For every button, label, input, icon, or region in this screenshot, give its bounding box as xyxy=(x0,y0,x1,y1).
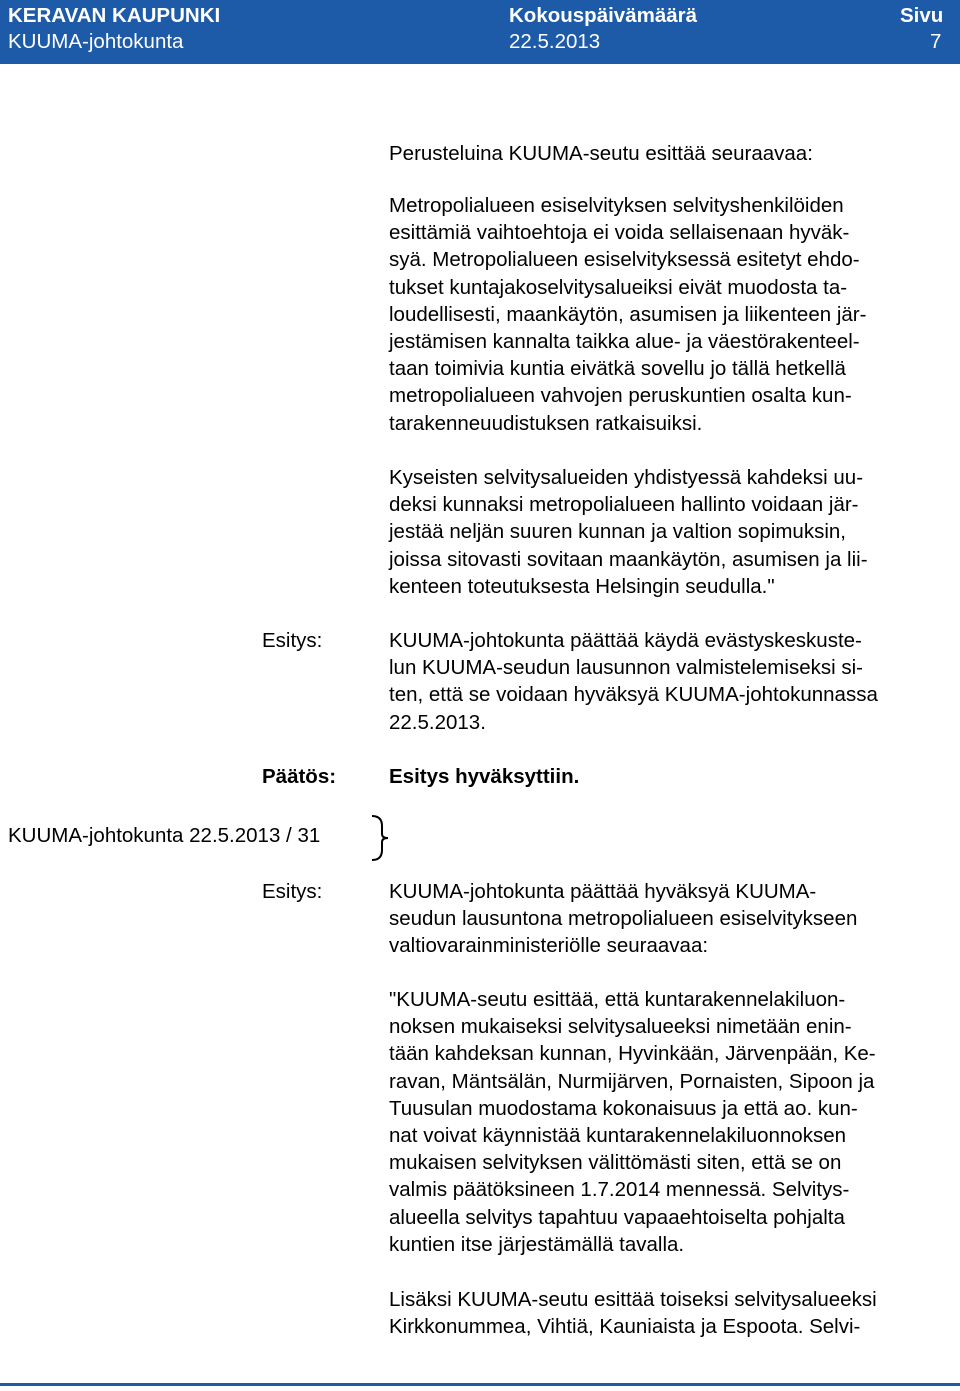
proposal-label-2: Esitys: xyxy=(262,880,323,903)
argument-paragraph-2: Kyseisten selvitysalueiden yhdistyessä kahdeksi uu- deksi kunnaksi metropolialueen hallinto voidaan jär- jestää neljän suuren kunnan ja valtion sopimuksin, joissa sitovasti sovitaan maankäytön, asumisen ja lii- kenteen toteutuksesta Helsingin seudulla." xyxy=(389,466,868,598)
statement-paragraph-1: "KUUMA-seutu esittää, että kuntarakennelakiluon- noksen mukaiseksi selvitysalueeksi nimetään enin- tään kahdeksan kunnan, Hyvinkään, Järvenpään, Ke- ravan, Mäntsälän, Nurmijärven, Pornaisten, Sipoon ja Tuusulan muodostama kokonaisuus ja että ao. kun- nat voivat käynnistää kuntarakennelakiluonnoksen mukaisen selvityksen välittömästi siten, että se on valmis päätöksineen 1.7.2014 mennessä. Selvitys- alueella selvitys tapahtuu vapaaehtoiselta pohjalta kuntien itse järjestämällä tavalla. xyxy=(389,988,876,1256)
decision-label: Päätös: xyxy=(262,765,337,788)
proposal-label: Esitys: xyxy=(262,629,323,652)
proposal-text-2: KUUMA-johtokunta päättää hyväksyä KUUMA- seudun lausuntona metropolialueen esiselvitykseen valtiovarainministeriölle seuraavaa: xyxy=(389,880,858,958)
page-header xyxy=(0,0,960,64)
organization-name: KERAVAN KAUPUNKI xyxy=(8,4,221,27)
page-label: Sivu xyxy=(900,4,944,27)
proposal-text: KUUMA-johtokunta päättää käydä evästyskeskuste- lun KUUMA-seudun lausunnon valmistelemiseksi si- ten, että se voidaan hyväksyä KUUMA-johtokunnassa 22.5.2013. xyxy=(389,629,878,734)
decision-text: Esitys hyväksyttiin. xyxy=(389,765,580,788)
argument-paragraph-1: Metropolialueen esiselvityksen selvityshenkilöiden esittämiä vaihtoehtoja ei voida sellaisenaan hyväk- syä. Metropolialueen esiselvityksessä esitetyt ehdo- tukset kuntajakoselvitysalueiksi eivät muodosta ta- loudellisesti, maankäytön, asumisen ja liikenteen jär- jestämisen kannalta taikka alue- ja väestörakenteel- taan toimivia kuntia eivätkä sovellu jo tällä hetkellä metropolialueen vahvojen peruskuntien osalta kun- tarakenneuudistuksen ratkaisuiksi. xyxy=(389,194,867,435)
page-number: 7 xyxy=(930,30,942,53)
section-bracket-icon xyxy=(370,814,390,862)
meeting-date: 22.5.2013 xyxy=(509,30,601,53)
footer-divider xyxy=(0,1383,960,1386)
minute-reference: KUUMA-johtokunta 22.5.2013 / 31 xyxy=(8,824,321,847)
date-label: Kokouspäivämäärä xyxy=(509,4,698,27)
statement-paragraph-2: Lisäksi KUUMA-seutu esittää toiseksi selvitysalueeksi Kirkkonummea, Vihtiä, Kauniaista ja Espoota. Selvi- xyxy=(389,1288,877,1339)
body-name: KUUMA-johtokunta xyxy=(8,30,184,53)
intro-text: Perusteluina KUUMA-seutu esittää seuraavaa: xyxy=(389,142,813,165)
